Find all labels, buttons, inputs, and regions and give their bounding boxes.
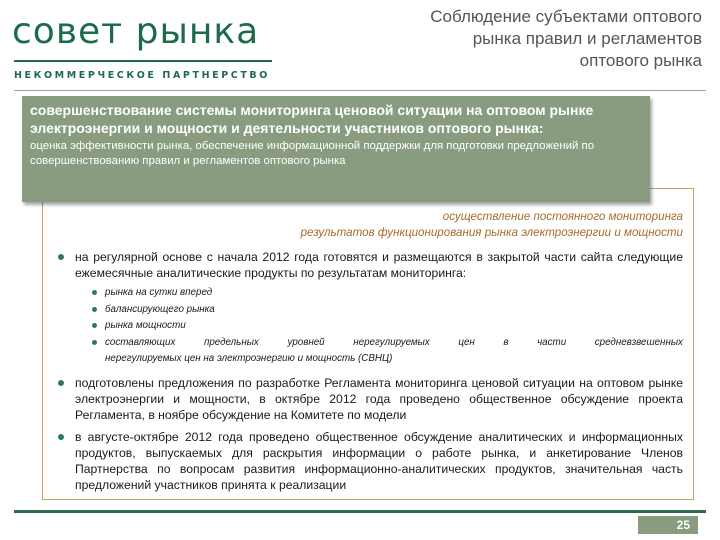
page-number: 25 xyxy=(638,516,698,534)
brand-subtitle: НЕКОММЕРЧЕСКОЕ ПАРТНЕРСТВО xyxy=(14,70,270,81)
word: уровней xyxy=(287,336,325,348)
sub-list-item-text: нерегулируемых цен на электроэнергию и мощность (СВНЦ) xyxy=(105,353,393,364)
sub-list-item xyxy=(91,302,683,319)
bullet-icon xyxy=(92,340,97,345)
sub-list-item xyxy=(91,318,683,335)
slide-title-line: оптового рынка xyxy=(579,51,702,70)
footer-divider xyxy=(14,510,706,513)
box-heading-line: результатов функционирования рынка электроэнергии и мощности xyxy=(300,226,683,239)
section-title: совершенствование системы мониторинга ценовой ситуации на оптовом рынке электроэнергии и мощности и деятельности участников оптового рынка: xyxy=(30,102,594,136)
bullet-icon xyxy=(58,380,64,386)
bullet-icon xyxy=(92,307,97,312)
section-header xyxy=(22,96,650,202)
brand-logo: совет рынка xyxy=(12,11,260,52)
slide-title-line: Соблюдение субъектами оптового xyxy=(430,7,702,26)
list-item-text: на регулярной основе с начала 2012 года готовятся и размещаются в закрытой части сайта следующие ежемесячные аналитические продукты по результатам мониторинга: xyxy=(75,250,683,280)
sub-list-item-text: рынка мощности xyxy=(105,320,186,331)
bullet-list xyxy=(55,375,683,423)
bullet-list xyxy=(55,429,683,493)
bullet-icon xyxy=(58,434,64,440)
logo-divider xyxy=(14,60,272,62)
list-item xyxy=(55,429,683,493)
word: в xyxy=(503,336,509,348)
list-item xyxy=(55,249,683,281)
box-heading xyxy=(123,209,683,241)
sub-list-item-text: рынка на сутки вперед xyxy=(105,287,213,298)
box-heading-line: осуществление постоянного мониторинга xyxy=(442,210,683,223)
section-subtitle: оценка эффективности рынка, обеспечение информационной поддержки для подготовки предложений по совершенствованию правил и регламентов оптового рынка xyxy=(30,140,595,167)
list-item-text: подготовлены предложения по разработке Регламента мониторинга ценовой ситуации на оптовом рынке электроэнергии и мощности, в октябре 2012 года проведено общественное обсуждение проекта Регламента, в ноябре обсуждение на Комитете по модели xyxy=(75,376,683,422)
header-divider xyxy=(14,90,706,91)
slide-title xyxy=(342,6,702,72)
content-box xyxy=(42,188,694,500)
word: предельных xyxy=(203,336,259,348)
bullet-list xyxy=(55,249,683,281)
list-item-text: в августе-октябре 2012 года проведено общественное обсуждение аналитических и информационных продуктов, выпускаемых для раскрытия информации о работе рынка, и анкетирование Членов Партнерства по вопросам развития информационно-аналитических продуктов, значительная часть предложений участников принята к реализации xyxy=(75,430,683,492)
bullet-icon xyxy=(92,323,97,328)
list-item xyxy=(55,375,683,423)
sub-list-item-line xyxy=(105,335,683,352)
sub-list xyxy=(91,285,683,368)
word: части xyxy=(537,336,567,348)
word: средневзвешенных xyxy=(594,336,683,348)
sub-list-item-text: балансирующего рынка xyxy=(105,303,215,315)
word: цен xyxy=(458,336,475,348)
slide-title-line: рынка правил и регламентов xyxy=(472,29,702,48)
bullet-icon xyxy=(58,254,64,260)
word: составляющих xyxy=(105,336,176,348)
sub-list-item xyxy=(91,335,683,368)
sub-list-item xyxy=(91,285,683,302)
word: нерегулируемых xyxy=(353,336,430,348)
bullet-icon xyxy=(92,290,97,295)
